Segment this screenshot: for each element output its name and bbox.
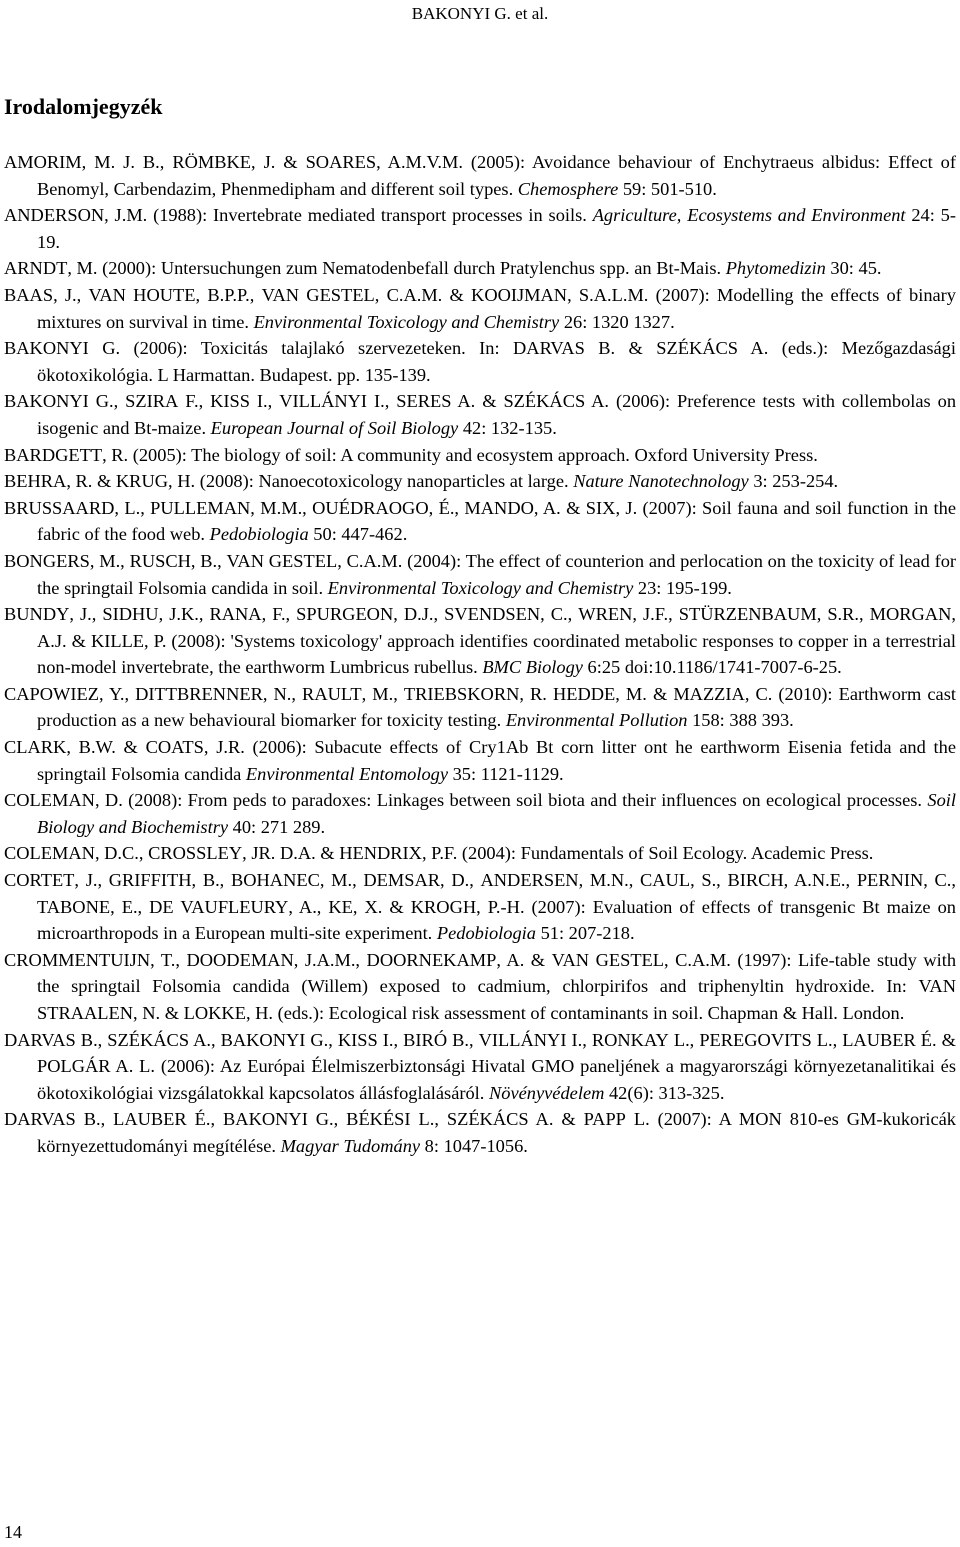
reference-entry xyxy=(4,1027,956,1107)
reference-text: A., xyxy=(189,1029,221,1050)
author-name: RÖMBKE xyxy=(172,152,251,172)
reference-text: L., xyxy=(668,1029,700,1050)
reference-text: B., xyxy=(75,1109,114,1130)
reference-text: G., xyxy=(88,391,126,412)
author-name: KILLE xyxy=(90,630,145,651)
reference-text: , D., xyxy=(440,870,481,891)
reference-entry xyxy=(4,601,956,681)
reference-text: , M., xyxy=(319,870,364,891)
reference-text: A. & xyxy=(451,391,504,412)
author-name: SPURGEON xyxy=(296,604,394,625)
author-name: RANA xyxy=(209,604,262,625)
reference-text: 24: 5-19. xyxy=(37,205,956,252)
author-name: RONKAY xyxy=(591,1029,669,1050)
author-name: ARNDT xyxy=(4,258,68,279)
page-number: 14 xyxy=(4,1522,22,1542)
reference-entry xyxy=(4,840,956,867)
reference-text: , A., xyxy=(288,896,329,917)
reference-entry xyxy=(4,947,956,1027)
author-name: SZÉKÁCS xyxy=(446,1109,529,1130)
journal-title: Magyar Tudomány xyxy=(280,1135,421,1156)
journal-title: Soil Biology and Biochemistry xyxy=(37,790,956,837)
author-name: BUNDY xyxy=(4,604,70,625)
reference-text: , H. (eds.): Ecological risk assessment of contaminants in soil. Chapman & Hall. London. xyxy=(245,1003,905,1023)
author-name: BOHANEC xyxy=(230,870,320,891)
reference-entry xyxy=(4,548,956,601)
author-name: KRUG xyxy=(115,471,169,492)
reference-entry xyxy=(4,149,956,202)
author-name: DARVAS xyxy=(4,1109,76,1130)
reference-text: 30: 45. xyxy=(825,258,882,279)
journal-title: Pedobiologia xyxy=(209,524,309,545)
author-name: BAKONYI xyxy=(223,1109,308,1130)
reference-text: , B.P.P., xyxy=(195,284,262,305)
reference-text: , P.-H. (2007): Evaluation of effects of transgenic Bt maize on microarthropods in a European multi-site experiment. xyxy=(37,896,956,944)
journal-title: Nature Nanotechnology xyxy=(573,471,749,492)
author-name: PAPP xyxy=(583,1109,626,1130)
author-name: CLARK xyxy=(4,737,67,758)
author-name: COLEMAN xyxy=(4,790,95,811)
reference-text: 23: 195-199. xyxy=(633,577,732,598)
author-name: SZÉKÁCS xyxy=(656,338,739,359)
author-name: HEDDE xyxy=(552,683,616,704)
reference-text: 42: 132-135. xyxy=(458,417,557,438)
reference-entry xyxy=(4,335,956,388)
author-name: DARVAS xyxy=(4,1029,76,1050)
reference-text: , T., xyxy=(150,949,187,970)
reference-text: , A.J. & xyxy=(37,604,956,651)
reference-text: B., xyxy=(447,1029,479,1050)
author-name: SIX xyxy=(585,497,616,518)
page-title: Irodalomjegyzék xyxy=(4,94,163,119)
author-name: CROMMENTUIJN xyxy=(4,949,151,970)
author-name: VAN GESTEL xyxy=(261,284,375,305)
reference-text: A. L. (2006): Az Európai Élelmiszerbiztonsági Hivatal GMO paneljének a magyarországi környezetanalitikai és ökotoxikológiai vizsgálatokkal kapcsolatos állásfoglalásáról. xyxy=(37,1056,956,1103)
author-name: KISS xyxy=(210,391,250,412)
reference-text: , J.A.M., xyxy=(293,949,367,970)
journal-title: Environmental Entomology xyxy=(245,763,448,784)
reference-text: , N. & xyxy=(133,1003,184,1023)
reference-text: B. & xyxy=(584,338,657,359)
author-name: BAKONYI xyxy=(4,338,89,359)
author-name: SERES xyxy=(396,391,452,412)
journal-title: European Journal of Soil Biology xyxy=(210,417,459,438)
author-name: DE VAUFLEURY xyxy=(149,896,289,917)
reference-entry xyxy=(4,787,956,840)
journal-title: Növényvédelem xyxy=(489,1082,605,1103)
journal-title: Chemosphere xyxy=(517,178,619,199)
reference-text: G. (2006): Toxicitás talajlakó szervezeteken. In: xyxy=(88,338,514,359)
reference-text: , J.K., xyxy=(158,604,210,625)
reference-text: , É., xyxy=(428,497,465,518)
reference-text: , J., xyxy=(69,604,103,625)
reference-text: , J.F., xyxy=(632,604,679,625)
reference-text: , A.N.E., xyxy=(783,870,857,891)
author-name: POLGÁR xyxy=(37,1056,111,1077)
author-name: BRUSSAARD xyxy=(4,497,115,518)
reference-entry xyxy=(4,681,956,734)
reference-text: , H. (2008): Nanoecotoxicology nanoparticles at large. xyxy=(168,471,574,492)
author-name: RUSCH xyxy=(129,550,191,571)
journal-title: Agriculture, Ecosystems and Environment xyxy=(592,205,906,226)
author-name: ANDERSEN xyxy=(480,870,579,891)
reference-entry xyxy=(4,255,956,282)
author-name: PEREGOVITS xyxy=(699,1029,812,1050)
author-name: DEMSAR xyxy=(363,870,441,891)
author-name: KISS xyxy=(337,1029,378,1050)
author-name: OUÉDRAOGO xyxy=(312,497,429,518)
reference-text: , M. & xyxy=(615,683,674,704)
author-name: BAAS xyxy=(4,284,54,305)
reference-text: A. & xyxy=(528,1109,584,1130)
reference-text: , D.C., xyxy=(94,843,149,864)
reference-text: , A. & xyxy=(496,949,552,970)
reference-text: , C.A.M. (2004): The effect of counterion and perlocation on the toxicity of lead for the springtail Folsomia candida in soil. xyxy=(37,550,957,598)
author-name: MANDO xyxy=(464,497,534,518)
reference-text: , M. J. B., xyxy=(81,152,173,172)
author-name: PULLEMAN xyxy=(150,497,251,518)
reference-text: I., xyxy=(377,1029,404,1050)
author-name: VAN GESTEL xyxy=(551,949,665,970)
reference-text: I., xyxy=(367,391,397,412)
reference-text: , J.M. (1988): Invertebrate mediated transport processes in soils. xyxy=(104,205,593,226)
journal-title: Environmental Toxicology and Chemistry xyxy=(327,577,634,598)
author-name: RAULT xyxy=(302,683,362,704)
reference-text: , C.A.M. & xyxy=(374,284,472,305)
reference-entry xyxy=(4,1106,956,1159)
reference-text: , J. (2007): Soil fauna and soil function in the fabric of the food web. xyxy=(37,497,956,545)
reference-entry xyxy=(4,442,956,469)
reference-text: I., xyxy=(250,391,280,412)
author-name: BIRCH xyxy=(727,870,784,891)
reference-list xyxy=(4,149,956,1160)
author-name: VAN STRAALEN xyxy=(37,976,956,1023)
reference-text: É. & xyxy=(915,1029,956,1050)
author-name: BEHRA xyxy=(4,471,67,492)
reference-text: , R. & xyxy=(66,471,116,492)
author-name: CORTET xyxy=(4,870,75,891)
reference-text: É., xyxy=(186,1109,224,1130)
author-name: VAN GESTEL xyxy=(226,550,338,571)
reference-text: , S.R., xyxy=(816,604,870,625)
author-name: DOORNEKAMP xyxy=(366,949,497,970)
author-name: SIDHU xyxy=(102,604,159,625)
reference-text: , D.J., xyxy=(393,604,445,625)
reference-text: , X. & xyxy=(352,896,411,917)
reference-text: A. (eds.): Mezőgazdasági ökotoxikológia. L Harmattan. Budapest. pp. 135-139. xyxy=(37,338,956,385)
author-name: KROGH xyxy=(410,896,477,917)
reference-text: , P. (2008): 'Systems toxicology' approach identifies coordinated metabolic responses to copper in a terrestrial non-model invertebrate, the earthworm Lumbricus rubellus. xyxy=(37,630,956,678)
author-name: DARVAS xyxy=(513,338,585,359)
author-name: WREN xyxy=(578,604,633,625)
author-name: BARDGETT xyxy=(4,444,103,465)
reference-entry xyxy=(4,734,956,787)
author-name: LAUBER xyxy=(113,1109,187,1130)
author-name: PERNIN xyxy=(856,870,924,891)
author-name: BAKONYI xyxy=(4,391,89,412)
reference-text: , J.R. (2006): Subacute effects of Cry1Ab Bt corn litter ont he earthworm Eisenia fetida and the springtail Folsomia candida xyxy=(37,737,956,784)
reference-text: 6:25 doi:10.1186/1741-7007-6-25. xyxy=(582,657,842,678)
reference-text: , B., xyxy=(191,870,231,891)
author-name: SOARES xyxy=(305,152,377,172)
author-name: DITTBRENNER xyxy=(135,683,263,704)
author-name: LAUBER xyxy=(842,1029,916,1050)
author-name: SVENDSEN xyxy=(444,604,541,625)
reference-text: 50: 447-462. xyxy=(308,524,408,545)
reference-text: , Y., xyxy=(99,683,136,704)
reference-text: 158: 388 393. xyxy=(687,710,794,731)
reference-text: , F., xyxy=(261,604,297,625)
author-name: SZIRA xyxy=(125,391,179,412)
journal-title: Pedobiologia xyxy=(436,923,536,944)
author-name: TRIEBSKORN xyxy=(403,683,520,704)
author-name: LOKKE xyxy=(183,1003,246,1023)
reference-text: , B., xyxy=(190,550,227,571)
reference-text: . D.A. & xyxy=(270,843,340,864)
running-head: BAKONYI G. et al. xyxy=(411,4,549,23)
reference-text: 51: 207-218. xyxy=(535,923,635,944)
reference-text: , C., xyxy=(540,604,579,625)
reference-text: , P.F. (2004): Fundamentals of Soil Ecology. Academic Press. xyxy=(421,843,874,864)
author-name: STÜRZENBAUM xyxy=(678,604,817,625)
author-name: HENDRIX xyxy=(339,843,422,864)
author-name: GRIFFITH xyxy=(108,870,192,891)
reference-entry xyxy=(4,388,956,441)
author-name: SZÉKÁCS xyxy=(503,391,586,412)
reference-text: , M., xyxy=(361,683,404,704)
reference-entry xyxy=(4,468,956,495)
author-name: AMORIM xyxy=(4,152,82,172)
author-name: COLEMAN xyxy=(4,843,95,864)
reference-entry xyxy=(4,495,956,548)
reference-text: G., xyxy=(305,1029,338,1050)
reference-text: L. (2007): A MON 810-es GM-kukoricák környezettudományi megítélése. xyxy=(37,1109,957,1156)
reference-text: 3: 253-254. xyxy=(748,471,839,492)
author-name: MAZZIA xyxy=(673,683,745,704)
reference-text: , J., xyxy=(74,870,109,891)
author-name: TABONE xyxy=(37,896,111,917)
reference-text: , B.W. & xyxy=(66,737,146,758)
reference-entry xyxy=(4,202,956,255)
reference-text: A. (2006): Preference tests with collembolas on isogenic and Bt-maize. xyxy=(37,391,957,438)
reference-text: , D. (2008): From peds to paradoxes: Linkages between soil biota and their influences on ecological processes. xyxy=(94,790,928,811)
author-name: ANDERSON xyxy=(4,205,105,226)
reference-text: , C. (2010): Earthworm cast production as a new behavioural biomarker for toxicity testing. xyxy=(37,683,956,731)
reference-text: , C., xyxy=(923,870,956,891)
reference-text: 26: 1320 1327. xyxy=(559,311,675,332)
reference-text: , C.A.M. (1997): Life-table study with the springtail Folsomia candida (Willem) exposed to cadmium, chlorpirifos and triphenyltin hydroxide. In: xyxy=(37,949,957,997)
author-name: BONGERS xyxy=(4,550,90,571)
author-name: BAKONYI xyxy=(220,1029,306,1050)
reference-text: , A. & xyxy=(533,497,586,518)
reference-text: , R. (2005): The biology of soil: A community and ecosystem approach. Oxford University Press. xyxy=(102,444,818,465)
author-name: CROSSLEY xyxy=(148,843,243,864)
reference-text: , M., xyxy=(89,550,130,571)
author-name: COATS xyxy=(145,737,204,758)
reference-text: 59: 501-510. xyxy=(618,178,717,199)
reference-text: , J., xyxy=(53,284,89,305)
author-name: CAPOWIEZ xyxy=(4,683,100,704)
reference-text: L., xyxy=(410,1109,447,1130)
reference-entry xyxy=(4,282,956,335)
author-name: BIRÓ xyxy=(403,1029,448,1050)
reference-text: , S., xyxy=(690,870,728,891)
reference-text: , A.M.V.M. (2005): Avoidance behaviour of Enchytraeus albidus: Effect of Benomyl, Carbendazim, Phenmedipham and different soil types. xyxy=(37,152,957,199)
journal-title: Phytomedizin xyxy=(725,258,826,279)
journal-title: Environmental Pollution xyxy=(505,710,688,731)
reference-text: , S.A.L.M. (2007): Modelling the effects of binary mixtures on survival in time. xyxy=(37,284,956,332)
author-name: KE xyxy=(328,896,353,917)
reference-text: 42(6): 313-325. xyxy=(604,1082,725,1103)
reference-text: , xyxy=(242,843,252,864)
reference-text: , J. & xyxy=(251,152,306,172)
author-name: BÉKÉSI xyxy=(346,1109,411,1130)
reference-text: 40: 271 289. xyxy=(228,816,326,837)
reference-text: F., xyxy=(178,391,211,412)
reference-text: , E., xyxy=(110,896,150,917)
reference-text: 8: 1047-1056. xyxy=(420,1135,528,1156)
reference-text: , N., xyxy=(262,683,303,704)
reference-text: G., xyxy=(307,1109,347,1130)
reference-entry xyxy=(4,867,956,947)
reference-text: , M.M., xyxy=(250,497,313,518)
author-name: MORGAN xyxy=(869,604,952,625)
journal-title: BMC Biology xyxy=(482,657,583,678)
reference-text: 35: 1121-1129. xyxy=(448,763,564,784)
reference-text: L., xyxy=(811,1029,843,1050)
author-name: JR xyxy=(251,843,271,864)
reference-text: , L., xyxy=(114,497,151,518)
author-name: SZÉKÁCS xyxy=(107,1029,190,1050)
author-name: VILLÁNYI xyxy=(279,391,368,412)
author-name: VAN HOUTE xyxy=(88,284,196,305)
reference-text: , M. (2000): Untersuchungen zum Nematodenbefall durch Pratylenchus spp. an Bt-Mais. xyxy=(67,258,726,279)
reference-text: B., xyxy=(75,1029,108,1050)
journal-title: Environmental Toxicology and Chemistry xyxy=(253,311,560,332)
author-name: CAUL xyxy=(640,870,691,891)
author-name: KOOIJMAN xyxy=(471,284,568,305)
reference-text: , M.N., xyxy=(578,870,640,891)
author-name: DOODEMAN xyxy=(186,949,294,970)
author-name: VILLÁNYI xyxy=(478,1029,567,1050)
reference-text: I., xyxy=(566,1029,592,1050)
reference-text: , R. xyxy=(519,683,553,704)
